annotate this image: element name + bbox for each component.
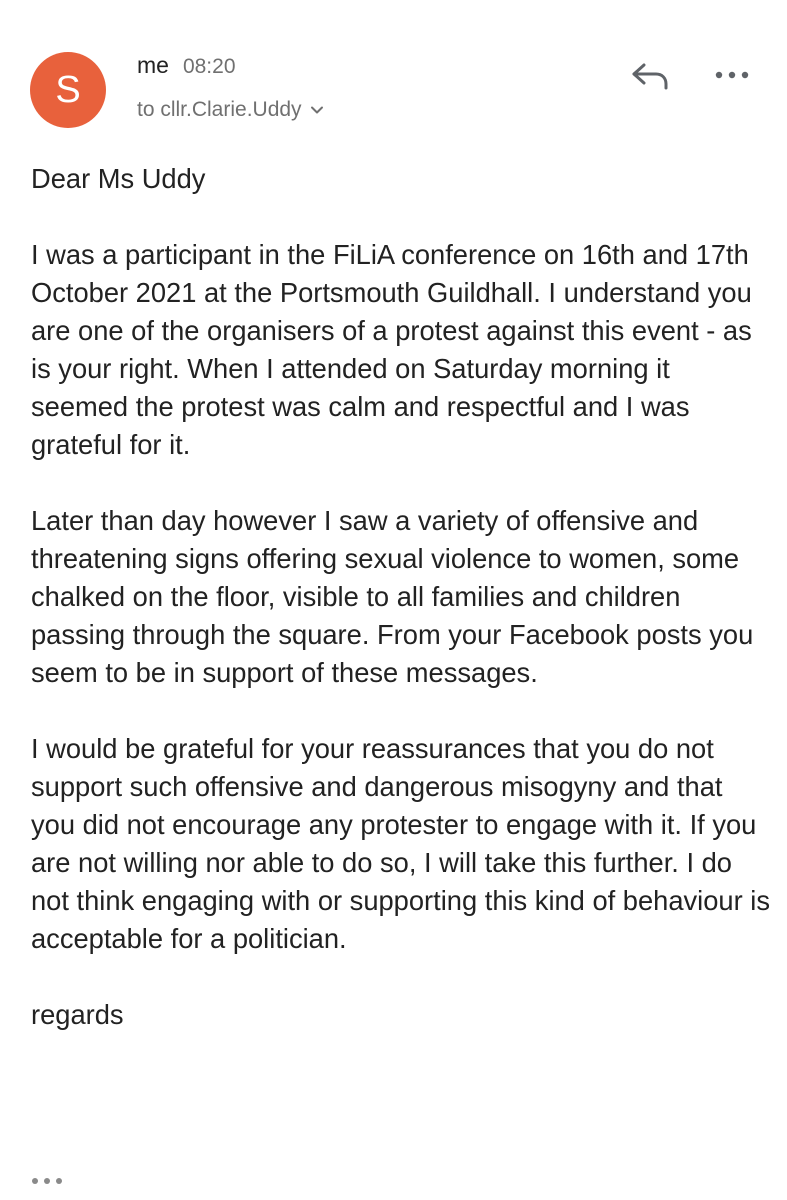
greeting: Dear Ms Uddy (31, 163, 206, 194)
message-body (31, 160, 771, 1072)
reply-button[interactable] (628, 58, 672, 94)
sent-time: 08:20 (182, 55, 236, 78)
reply-icon (630, 60, 670, 92)
signoff: regards (31, 999, 124, 1030)
chevron-down-icon (310, 105, 324, 115)
sender-name[interactable]: me (137, 52, 169, 78)
body-paragraph-1: I was a participant in the FiLiA conference on 16th and 17th October 2021 at the Portsmouth Guildhall. I understand you are one of the organisers of a protest against this event - as is your right. When I attended on Saturday morning it seemed the protest was calm and respectful and I was grateful for it. (31, 239, 752, 460)
recipient-details-toggle[interactable] (137, 96, 324, 124)
recipient-label: to cllr.Clarie.Uddy (137, 98, 302, 121)
body-paragraph-3: I would be grateful for your reassurances that you do not support such offensive and dangerous misogyny and that you did not encourage any protester to engage with it. If you are not willing nor able to do so, I will take this further. I do not think engaging with or supporting this kind of behaviour is acceptable for a politician. (31, 733, 770, 954)
sender-avatar[interactable] (30, 52, 106, 128)
show-trimmed-content-icon (31, 1177, 65, 1185)
more-horizontal-icon (715, 71, 749, 79)
message-header (0, 0, 787, 150)
body-paragraph-2: Later than day however I saw a variety of offensive and threatening signs offering sexual violence to women, some chalked on the floor, visible to all families and children passing through the square. From your Facebook posts you seem to be in support of these messages. (31, 505, 754, 688)
show-trimmed-content-button[interactable] (31, 1172, 71, 1190)
avatar-letter: S (55, 68, 81, 111)
more-options-button[interactable] (712, 62, 752, 88)
sender-row (137, 52, 236, 82)
